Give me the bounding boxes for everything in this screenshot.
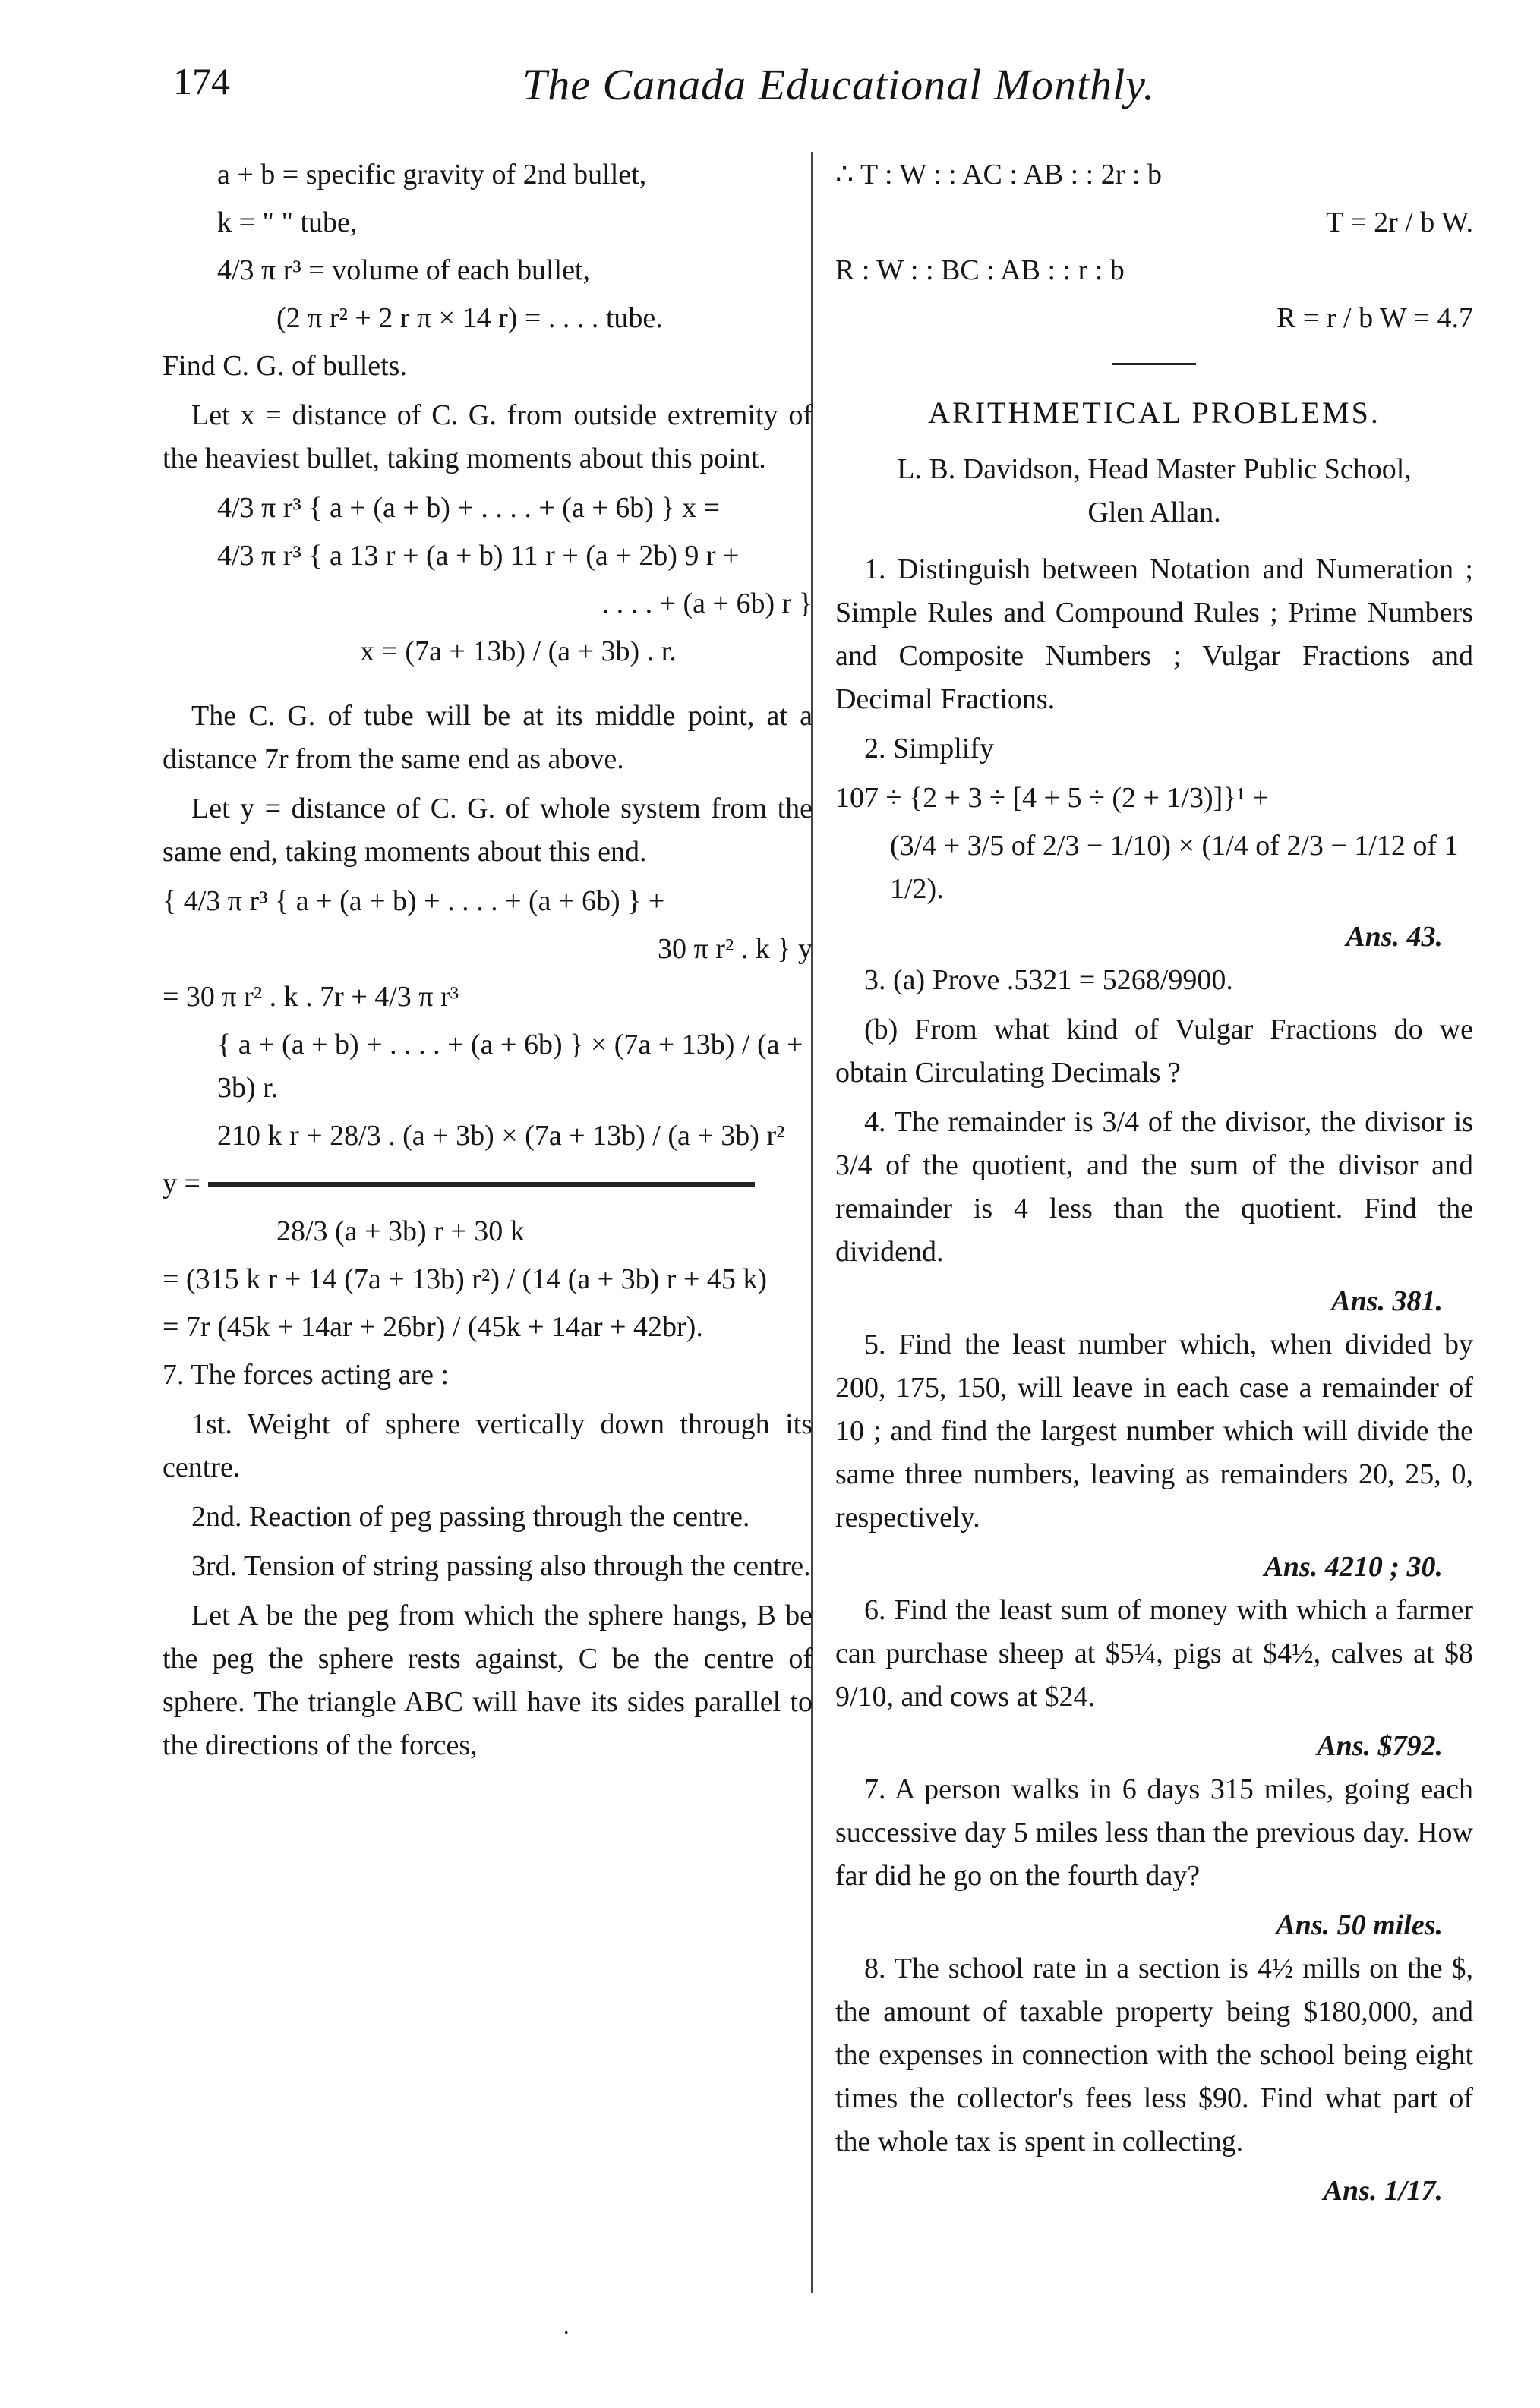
- author-place: Glen Allan.: [1087, 496, 1221, 528]
- equation-line: ∴ T : W : : AC : AB : : 2r : b: [835, 159, 1162, 191]
- problem-5-answer: Ans. 4210 ; 30.: [1264, 1551, 1443, 1583]
- paragraph-q7-intro: 7. The forces acting are :: [163, 1359, 450, 1391]
- equation-line: 4/3 π r³ { a + (a + b) + . . . . + (a + 6b) } x =: [217, 492, 721, 524]
- equation-line: { a + (a + b) + . . . . + (a + 6b) } × (7a + 13b) / (a + 3b) r.: [217, 1029, 803, 1104]
- equation-line: . . . . + (a + 6b) r }: [601, 588, 813, 619]
- right-column: [835, 149, 1473, 2213]
- problem-3b: (b) From what kind of Vulgar Fractions do we obtain Circulating Decimals ?: [835, 1013, 1473, 1089]
- page-header: [173, 59, 1464, 143]
- paragraph-let-x: Let x = distance of C. G. from outside extremity of the heaviest bullet, taking moments about this point.: [163, 399, 813, 474]
- author-line: L. B. Davidson, Head Master Public School,: [897, 453, 1412, 485]
- equation-line: 30 π r² . k } y: [658, 933, 813, 965]
- problem-4-answer: Ans. 381.: [1331, 1285, 1443, 1317]
- definition-line: 4/3 π r³ = volume of each bullet,: [217, 254, 590, 286]
- footer-mark: .: [563, 2314, 570, 2339]
- fraction-bar: [208, 1182, 755, 1187]
- page-number: 174: [173, 60, 230, 102]
- equation-line: = 30 π r² . k . 7r + 4/3 π r³: [163, 981, 459, 1013]
- problem-2: 2. Simplify: [864, 733, 995, 764]
- equation-numerator: 210 k r + 28/3 . (a + 3b) × (7a + 13b) / (a + 3b) r²: [217, 1120, 785, 1152]
- paragraph-cg-tube: The C. G. of tube will be at its middle point, at a distance 7r from the same end as above.: [163, 700, 813, 775]
- equation-line: { 4/3 π r³ { a + (a + b) + . . . . + (a + 6b) } +: [163, 885, 665, 917]
- paragraph-force-1: 1st. Weight of sphere vertically down through its centre.: [163, 1408, 813, 1483]
- problem-8-answer: Ans. 1/17.: [1323, 2175, 1443, 2207]
- paragraph-force-2: 2nd. Reaction of peg passing through the centre.: [191, 1501, 750, 1533]
- equation-line: x = (7a + 13b) / (a + 3b) . r.: [360, 635, 677, 667]
- problem-2-expression: (3/4 + 3/5 of 2/3 − 1/10) × (1/4 of 2/3 − 1/12 of 1 1/2).: [890, 830, 1459, 905]
- problem-7-answer: Ans. 50 miles.: [1276, 1909, 1443, 1941]
- paragraph-let-y: Let y = distance of C. G. of whole system from the same end, taking moments about this end.: [163, 793, 813, 868]
- problem-7: 7. A person walks in 6 days 315 miles, going each successive day 5 miles less than the previous day. How far did he go on the fourth day?: [835, 1773, 1473, 1892]
- problem-5: 5. Find the least number which, when divided by 200, 175, 150, will leave in each case a remainder of 10 ; and find the largest number which will divide the same three numbers, leaving as remainders 20, 25, 0, respectively.: [835, 1328, 1473, 1533]
- problem-2-expression: 107 ÷ {2 + 3 ÷ [4 + 5 ÷ (2 + 1/3)]}¹ +: [835, 782, 1269, 814]
- equation-line: R = r / b W = 4.7: [1276, 302, 1473, 334]
- definition-line: a + b = specific gravity of 2nd bullet,: [217, 159, 647, 191]
- paragraph-find-cg: Find C. G. of bullets.: [163, 350, 407, 382]
- equation-line: R : W : : BC : AB : : r : b: [835, 254, 1125, 286]
- equation-line: T = 2r / b W.: [1326, 206, 1473, 238]
- section-heading: ARITHMETICAL PROBLEMS.: [928, 396, 1381, 430]
- problem-6: 6. Find the least sum of money with which a farmer can purchase sheep at $5¼, pigs at $4½, calves at $8 9/10, and cows at $24.: [835, 1594, 1473, 1713]
- paragraph-let-a: Let A be the peg from which the sphere hangs, B be the peg the sphere rests against, C be the centre of sphere. The triangle ABC will have its sides parallel to the directions of the forces,: [163, 1600, 813, 1761]
- problem-8: 8. The school rate in a section is 4½ mills on the $, the amount of taxable property being $180,000, and the expenses in connection with the school being eight times the collector's fees less $90. Find what part of the whole tax is spent in collecting.: [835, 1953, 1473, 2157]
- section-divider: [1112, 363, 1196, 365]
- equation-line: 4/3 π r³ { a 13 r + (a + b) 11 r + (a + 2b) 9 r +: [217, 540, 740, 572]
- running-title: The Canada Educational Monthly.: [522, 60, 1156, 109]
- left-column: [163, 149, 813, 1773]
- problem-4: 4. The remainder is 3/4 of the divisor, the divisor is 3/4 of the quotient, and the sum of the divisor and remainder is 4 less than the quotient. Find the dividend.: [835, 1106, 1473, 1268]
- problem-6-answer: Ans. $792.: [1317, 1730, 1443, 1762]
- problem-1: 1. Distinguish between Notation and Numeration ; Simple Rules and Compound Rules ; Prime Numbers and Composite Numbers ; Vulgar Fractions and Decimal Fractions.: [835, 553, 1473, 715]
- problem-2-answer: Ans. 43.: [1346, 921, 1443, 953]
- problem-3a: 3. (a) Prove .5321 = 5268/9900.: [864, 964, 1233, 996]
- paragraph-force-3: 3rd. Tension of string passing also through the centre.: [191, 1550, 811, 1582]
- equation-lhs: y =: [163, 1168, 200, 1199]
- equation-line: = (315 k r + 14 (7a + 13b) r²) / (14 (a + 3b) r + 45 k): [163, 1263, 768, 1295]
- definition-line: k = " " tube,: [217, 206, 358, 238]
- definition-line: (2 π r² + 2 r π × 14 r) = . . . . tube.: [276, 302, 663, 334]
- fraction-line-row: [163, 1162, 813, 1206]
- spacer: [163, 678, 813, 695]
- equation-line: = 7r (45k + 14ar + 26br) / (45k + 14ar + 42br).: [163, 1311, 703, 1343]
- equation-denominator: 28/3 (a + 3b) r + 30 k: [276, 1215, 525, 1247]
